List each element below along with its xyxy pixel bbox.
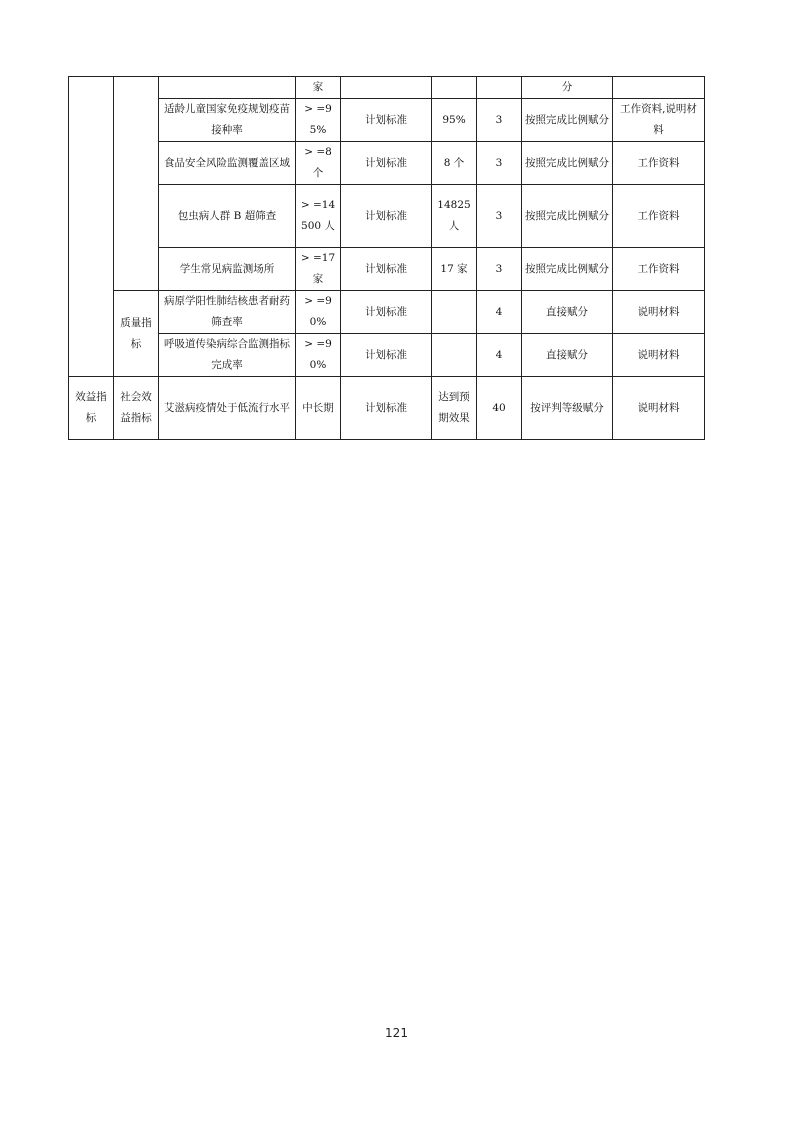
scoring-method: 按照完成比例赋分: [522, 248, 613, 291]
evidence-material: 工作资料: [613, 185, 705, 248]
performance-indicator-table: [68, 76, 705, 440]
indicator-name: 食品安全风险监测覆盖区域: [159, 142, 296, 185]
target-value: [432, 291, 477, 334]
standard-type: 计划标准: [341, 334, 432, 377]
standard-type: 计划标准: [341, 185, 432, 248]
weight-score: [477, 77, 522, 99]
evidence-material: 工作资料: [613, 248, 705, 291]
target-value: 95%: [432, 99, 477, 142]
evidence-material: 说明材料: [613, 291, 705, 334]
standard-type: 计划标准: [341, 377, 432, 440]
standard-type: 计划标准: [341, 142, 432, 185]
scoring-method: 按照完成比例赋分: [522, 185, 613, 248]
evidence-material: 工作资料,说明材料: [613, 99, 705, 142]
target-value: 14825 人: [432, 185, 477, 248]
indicator-value: > =95%: [296, 99, 341, 142]
standard-type: 计划标准: [341, 291, 432, 334]
evidence-material: 说明材料: [613, 334, 705, 377]
target-value: [432, 77, 477, 99]
indicator-name: 学生常见病监测场所: [159, 248, 296, 291]
weight-score: 3: [477, 248, 522, 291]
standard-type: [341, 77, 432, 99]
indicator-name: 艾滋病疫情处于低流行水平: [159, 377, 296, 440]
scoring-method: 按评判等级赋分: [522, 377, 613, 440]
level1-category-cell: [69, 77, 114, 377]
scoring-method: 分: [522, 77, 613, 99]
target-value: 17 家: [432, 248, 477, 291]
table-row: [69, 142, 705, 185]
evidence-material: 说明材料: [613, 377, 705, 440]
scoring-method: 直接赋分: [522, 334, 613, 377]
social-benefit-indicator-category: 社会效益指标: [114, 377, 159, 440]
table-row: [69, 77, 705, 99]
target-value: 达到预期效果: [432, 377, 477, 440]
table-row: [69, 291, 705, 334]
page-number: 121: [385, 1026, 408, 1040]
weight-score: 3: [477, 99, 522, 142]
standard-type: 计划标准: [341, 99, 432, 142]
weight-score: 4: [477, 291, 522, 334]
weight-score: 3: [477, 185, 522, 248]
quality-indicator-category: 质量指标: [114, 291, 159, 377]
indicator-value: > =90%: [296, 334, 341, 377]
table-row: [69, 377, 705, 440]
indicator-value: > =14500 人: [296, 185, 341, 248]
indicator-name: 包虫病人群 B 超筛查: [159, 185, 296, 248]
target-value: 8 个: [432, 142, 477, 185]
table-row: [69, 99, 705, 142]
scoring-method: 按照完成比例赋分: [522, 99, 613, 142]
target-value: [432, 334, 477, 377]
weight-score: 40: [477, 377, 522, 440]
indicator-name: [159, 77, 296, 99]
indicator-value: > =90%: [296, 291, 341, 334]
weight-score: 3: [477, 142, 522, 185]
indicator-value: 中长期: [296, 377, 341, 440]
level2-category-cell: [114, 77, 159, 291]
indicator-name: 呼吸道传染病综合监测指标完成率: [159, 334, 296, 377]
table-row: [69, 185, 705, 248]
scoring-method: 直接赋分: [522, 291, 613, 334]
scoring-method: 按照完成比例赋分: [522, 142, 613, 185]
standard-type: 计划标准: [341, 248, 432, 291]
indicator-value: 家: [296, 77, 341, 99]
table-row: [69, 248, 705, 291]
indicator-value: > =8 个: [296, 142, 341, 185]
weight-score: 4: [477, 334, 522, 377]
indicator-name: 病原学阳性肺结核患者耐药筛查率: [159, 291, 296, 334]
evidence-material: 工作资料: [613, 142, 705, 185]
evidence-material: [613, 77, 705, 99]
indicator-name: 适龄儿童国家免疫规划疫苗接种率: [159, 99, 296, 142]
benefit-indicator-category: 效益指标: [69, 377, 114, 440]
indicator-value: > =17 家: [296, 248, 341, 291]
table-row: [69, 334, 705, 377]
